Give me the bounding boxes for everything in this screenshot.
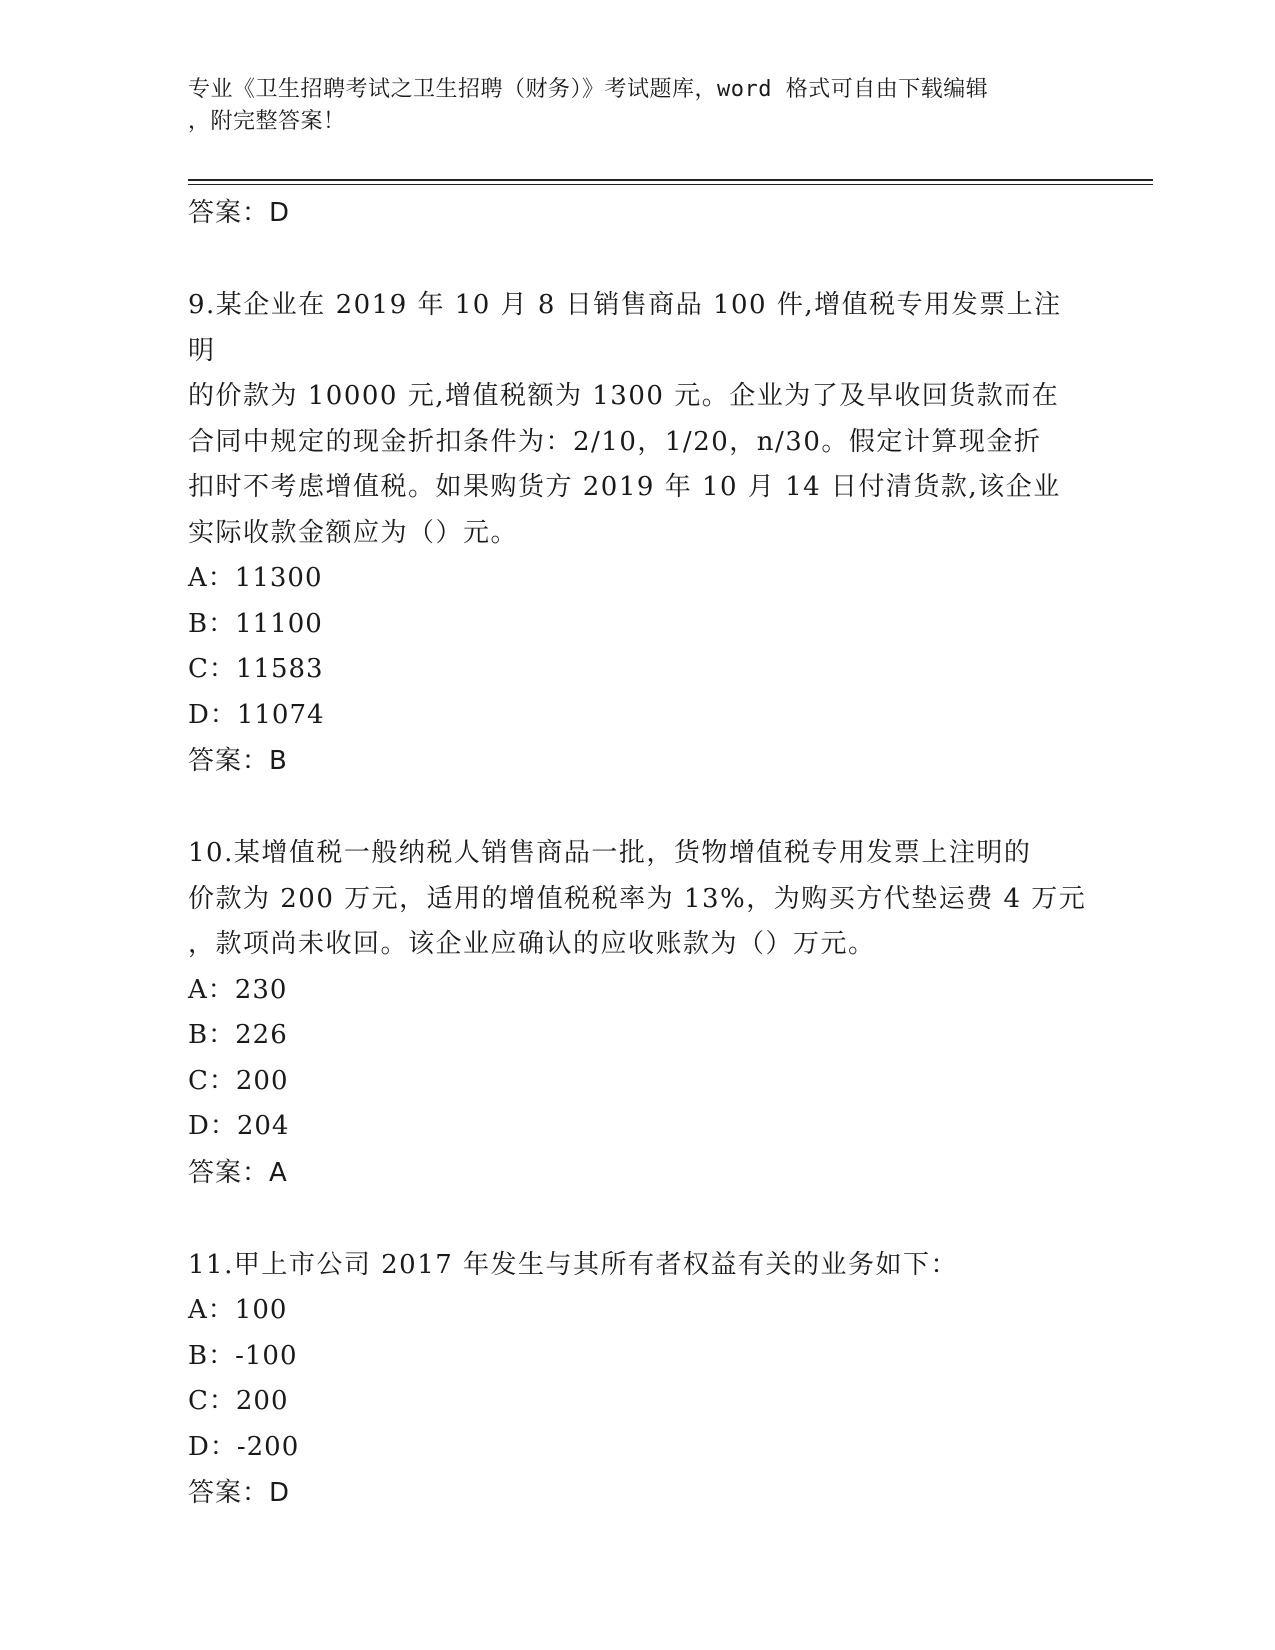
- option-c: C：11583: [188, 654, 324, 684]
- header-divider-thin: [188, 184, 1153, 185]
- question-line: ，款项尚未收回。该企业应确认的应收账款为（）万元。: [188, 929, 876, 959]
- spacer: [188, 1196, 1088, 1243]
- option-b: B：11100: [188, 608, 323, 639]
- question-line: 价款为 200 万元，适用的增值税税率为 13%，为购买方代垫运费 4 万元: [188, 883, 1087, 914]
- question-line: 9.某企业在 2019 年 10 月 8 日销售商品 100 件,增值税专用发票上注明: [188, 290, 1062, 366]
- answer-label: 答案：D: [188, 198, 291, 228]
- question-line: 实际收款金额应为（）元。: [188, 517, 519, 548]
- header-line-1: 专业《卫生招聘考试之卫生招聘（财务）》考试题库，word 格式可自由下载编辑: [188, 77, 989, 102]
- spacer: [188, 784, 1088, 831]
- spacer: [188, 236, 1088, 283]
- answer-label: 答案：B: [188, 746, 288, 776]
- header-divider-thick: [188, 179, 1153, 181]
- answer-label: 答案：A: [188, 1157, 288, 1188]
- option-a: A：100: [188, 1295, 288, 1325]
- question-line: 11.甲上市公司 2017 年发生与其所有者权益有关的业务如下：: [188, 1249, 959, 1280]
- question-block: [188, 283, 1088, 784]
- option-c: C：200: [188, 1065, 289, 1096]
- option-d: D：-200: [188, 1431, 300, 1462]
- answer-label: 答案：D: [188, 1478, 291, 1508]
- question-text: [188, 283, 1088, 556]
- option-d: D：11074: [188, 699, 325, 730]
- question-line: 的价款为 10000 元,增值税额为 1300 元。企业为了及早收回货款而在: [188, 381, 1060, 411]
- option-a: A：11300: [188, 563, 323, 593]
- header-note: [188, 74, 1088, 138]
- option-d: D：204: [188, 1111, 290, 1141]
- question-block: [188, 831, 1088, 1196]
- option-c: C：200: [188, 1386, 289, 1416]
- question-line: 合同中规定的现金折扣条件为：2/10，1/20，n/30。假定计算现金折: [188, 426, 1042, 457]
- question-line: 10.某增值税一般纳税人销售商品一批，货物增值税专用发票上注明的: [188, 838, 1032, 868]
- question-list: [188, 190, 1088, 1516]
- question-text: [188, 831, 1088, 968]
- option-b: B：-100: [188, 1340, 298, 1371]
- option-a: A：230: [188, 974, 288, 1005]
- header-line-2: ，附完整答案！: [188, 109, 346, 134]
- option-b: B：226: [188, 1020, 288, 1050]
- question-line: 扣时不考虑增值税。如果购货方 2019 年 10 月 14 日付清货款,该企业: [188, 472, 1061, 502]
- question-block: [188, 1243, 1088, 1517]
- question-text: [188, 1243, 1088, 1289]
